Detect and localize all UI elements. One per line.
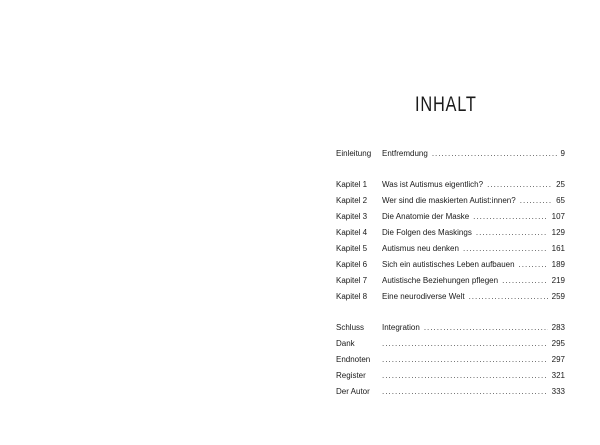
toc-entry-page: 65 [556,196,565,205]
toc-entry-label: Kapitel 6 [336,260,368,269]
toc-entry-page: 297 [551,355,565,364]
toc-entry-page: 9 [560,149,565,158]
toc-entry [336,320,565,336]
toc-entry-title: Integration [382,323,420,332]
dot-leader [487,177,552,193]
toc-entry-title: Autistische Beziehungen pflegen [382,276,499,285]
toc-entry-label: Dank [336,339,355,348]
dot-leader [502,273,548,289]
toc-entry-page: 129 [551,228,565,237]
toc-entry [336,241,565,257]
toc-entry-label: Register [336,371,366,380]
toc-entry-title: Die Folgen des Maskings [382,228,472,237]
dot-leader [476,225,548,241]
page-title: INHALT [415,93,477,116]
toc-entry-page: 219 [551,276,565,285]
toc-entry-page: 333 [551,387,565,396]
dot-leader [519,257,548,273]
table-of-contents [336,0,565,445]
dot-leader [463,241,548,257]
dot-leader [382,352,548,368]
toc-entry-page: 259 [551,292,565,301]
toc-entry-label: Kapitel 1 [336,180,368,189]
dot-leader [520,193,552,209]
dot-leader [432,146,557,162]
toc-entry-label: Kapitel 7 [336,276,368,285]
toc-entry [336,225,565,241]
toc-entry [336,193,565,209]
toc-entry-label: Kapitel 8 [336,292,368,301]
toc-entry-page: 295 [551,339,565,348]
toc-entry-title: Entfremdung [382,149,428,158]
toc-entry-title: Autismus neu denken [382,244,459,253]
dot-leader [469,289,548,305]
toc-entry-title: Wer sind die maskierten Autist:innen? [382,196,516,205]
toc-entry-page: 107 [551,212,565,221]
toc-entry [336,273,565,289]
toc-entry-label: Kapitel 4 [336,228,368,237]
toc-entry-title: Eine neurodiverse Welt [382,292,465,301]
toc-entry-page: 283 [551,323,565,332]
toc-entry [336,384,565,400]
toc-entry-page: 321 [551,371,565,380]
toc-entry [336,146,565,162]
toc-entry-label: Einleitung [336,149,372,158]
toc-entry-page: 161 [551,244,565,253]
dot-leader [424,320,548,336]
toc-entry-title: Was ist Autismus eigentlich? [382,180,484,189]
toc-entry-label: Endnoten [336,355,371,364]
toc-entry [336,368,565,384]
toc-entry [336,209,565,225]
toc-entry [336,289,565,305]
dot-leader [473,209,547,225]
toc-entry-label: Schluss [336,323,365,332]
toc-entry-page: 189 [551,260,565,269]
toc-entry [336,336,565,352]
toc-entry [336,177,565,193]
toc-entry-title: Sich ein autistisches Leben aufbauen [382,260,515,269]
toc-entry-page: 25 [556,180,565,189]
toc-entry [336,257,565,273]
dot-leader [382,384,548,400]
toc-entry-label: Der Autor [336,387,370,396]
toc-entry [336,352,565,368]
toc-entry-label: Kapitel 5 [336,244,368,253]
toc-entry-label: Kapitel 3 [336,212,368,221]
dot-leader [382,336,548,352]
toc-entry-title: Die Anatomie der Maske [382,212,470,221]
toc-entry-label: Kapitel 2 [336,196,368,205]
dot-leader [382,368,548,384]
